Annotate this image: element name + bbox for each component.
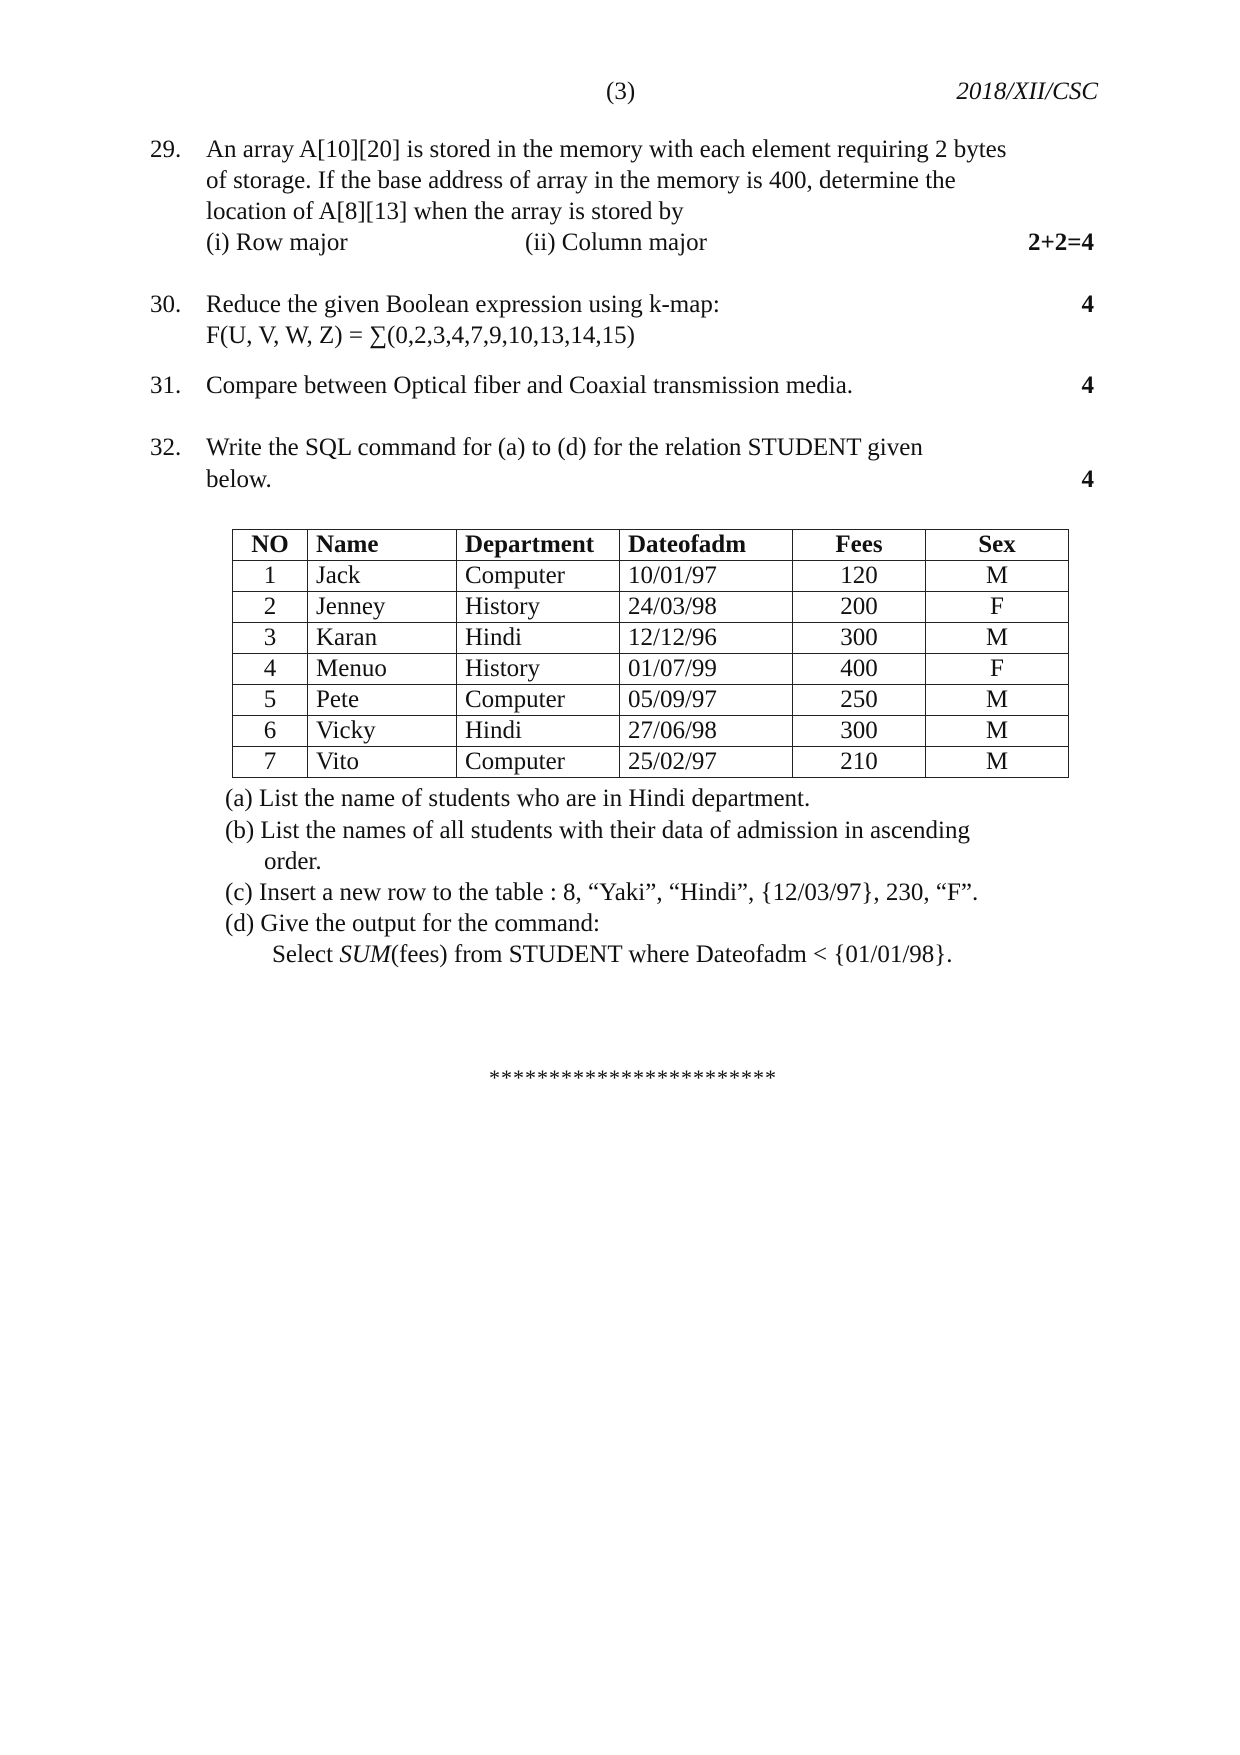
cell-fees: 200 (793, 592, 926, 623)
end-of-paper-stars: ************************ (489, 1065, 777, 1090)
question-32-part-a: (a) List the name of students who are in Hindi department. (225, 785, 811, 812)
sql-sum-function: SUM (339, 941, 391, 968)
cell-dateofadm: 25/02/97 (620, 747, 793, 778)
question-32-part-c: (c) Insert a new row to the table : 8, “Yaki”, “Hindi”, {12/03/97}, 230, “F”. (225, 879, 979, 906)
cell-fees: 400 (793, 654, 926, 685)
cell-department: Hindi (457, 716, 620, 747)
paper-code: 2018/XII/CSC (956, 78, 1098, 105)
question-32-part-b: (b) List the names of all students with their data of admission in ascending (225, 817, 970, 844)
cell-department: History (457, 592, 620, 623)
table-row (233, 747, 1069, 778)
column-header-fees: Fees (793, 530, 926, 561)
question-30-line-1: Reduce the given Boolean expression using k-map: (206, 291, 720, 318)
cell-no: 2 (233, 592, 308, 623)
student-table (232, 529, 1069, 778)
question-32-number: 32. (150, 434, 182, 461)
question-30-line-2: F(U, V, W, Z) = ∑(0,2,3,4,7,9,10,13,14,15) (206, 322, 635, 349)
table-row (233, 685, 1069, 716)
column-header-department: Department (457, 530, 620, 561)
table-row (233, 654, 1069, 685)
question-29-number: 29. (150, 136, 182, 163)
cell-dateofadm: 27/06/98 (620, 716, 793, 747)
cell-no: 6 (233, 716, 308, 747)
cell-sex: F (926, 654, 1069, 685)
cell-dateofadm: 24/03/98 (620, 592, 793, 623)
cell-fees: 250 (793, 685, 926, 716)
table-row (233, 592, 1069, 623)
question-31-number: 31. (150, 372, 182, 399)
table-header-row (233, 530, 1069, 561)
cell-dateofadm: 10/01/97 (620, 561, 793, 592)
column-header-sex: Sex (926, 530, 1069, 561)
question-32-sql-command (272, 941, 953, 969)
question-30-number: 30. (150, 291, 182, 318)
question-29-option-1: (i) Row major (206, 229, 348, 256)
question-32-marks: 4 (1081, 466, 1094, 493)
question-32-line-2: below. (206, 466, 272, 493)
question-32-part-d: (d) Give the output for the command: (225, 910, 600, 937)
cell-dateofadm: 01/07/99 (620, 654, 793, 685)
cell-name: Jenney (308, 592, 457, 623)
cell-department: Hindi (457, 623, 620, 654)
page-number: (3) (606, 78, 636, 105)
question-29-line-3: location of A[8][13] when the array is stored by (206, 198, 684, 225)
cell-sex: M (926, 716, 1069, 747)
column-header-name: Name (308, 530, 457, 561)
cell-sex: M (926, 685, 1069, 716)
question-29-option-2: (ii) Column major (525, 229, 707, 256)
cell-sex: M (926, 747, 1069, 778)
question-29-line-1: An array A[10][20] is stored in the memory with each element requiring 2 bytes (206, 136, 1007, 163)
cell-no: 4 (233, 654, 308, 685)
cell-name: Karan (308, 623, 457, 654)
cell-name: Jack (308, 561, 457, 592)
cell-name: Menuo (308, 654, 457, 685)
question-30-marks: 4 (1081, 291, 1094, 318)
cell-fees: 300 (793, 623, 926, 654)
question-29-marks: 2+2=4 (1028, 229, 1094, 256)
question-32-part-b-continued: order. (264, 848, 322, 875)
cell-sex: M (926, 623, 1069, 654)
cell-name: Vito (308, 747, 457, 778)
cell-no: 3 (233, 623, 308, 654)
cell-dateofadm: 12/12/96 (620, 623, 793, 654)
column-header-dateofadm: Dateofadm (620, 530, 793, 561)
cell-dateofadm: 05/09/97 (620, 685, 793, 716)
question-29-line-2: of storage. If the base address of array in the memory is 400, determine the (206, 167, 956, 194)
cell-no: 1 (233, 561, 308, 592)
table-row (233, 561, 1069, 592)
cell-fees: 300 (793, 716, 926, 747)
sql-select-text: Select (272, 941, 340, 968)
cell-department: History (457, 654, 620, 685)
question-31-marks: 4 (1081, 372, 1094, 399)
cell-department: Computer (457, 747, 620, 778)
question-32-line-1: Write the SQL command for (a) to (d) for the relation STUDENT given (206, 434, 923, 461)
cell-no: 5 (233, 685, 308, 716)
cell-department: Computer (457, 561, 620, 592)
cell-name: Pete (308, 685, 457, 716)
cell-department: Computer (457, 685, 620, 716)
table-row (233, 716, 1069, 747)
cell-fees: 120 (793, 561, 926, 592)
table-row (233, 623, 1069, 654)
cell-sex: M (926, 561, 1069, 592)
cell-no: 7 (233, 747, 308, 778)
cell-sex: F (926, 592, 1069, 623)
cell-name: Vicky (308, 716, 457, 747)
column-header-no: NO (233, 530, 308, 561)
question-31-line-1: Compare between Optical fiber and Coaxial transmission media. (206, 372, 854, 399)
sql-command-rest: (fees) from STUDENT where Dateofadm < {01/01/98}. (390, 941, 953, 968)
cell-fees: 210 (793, 747, 926, 778)
